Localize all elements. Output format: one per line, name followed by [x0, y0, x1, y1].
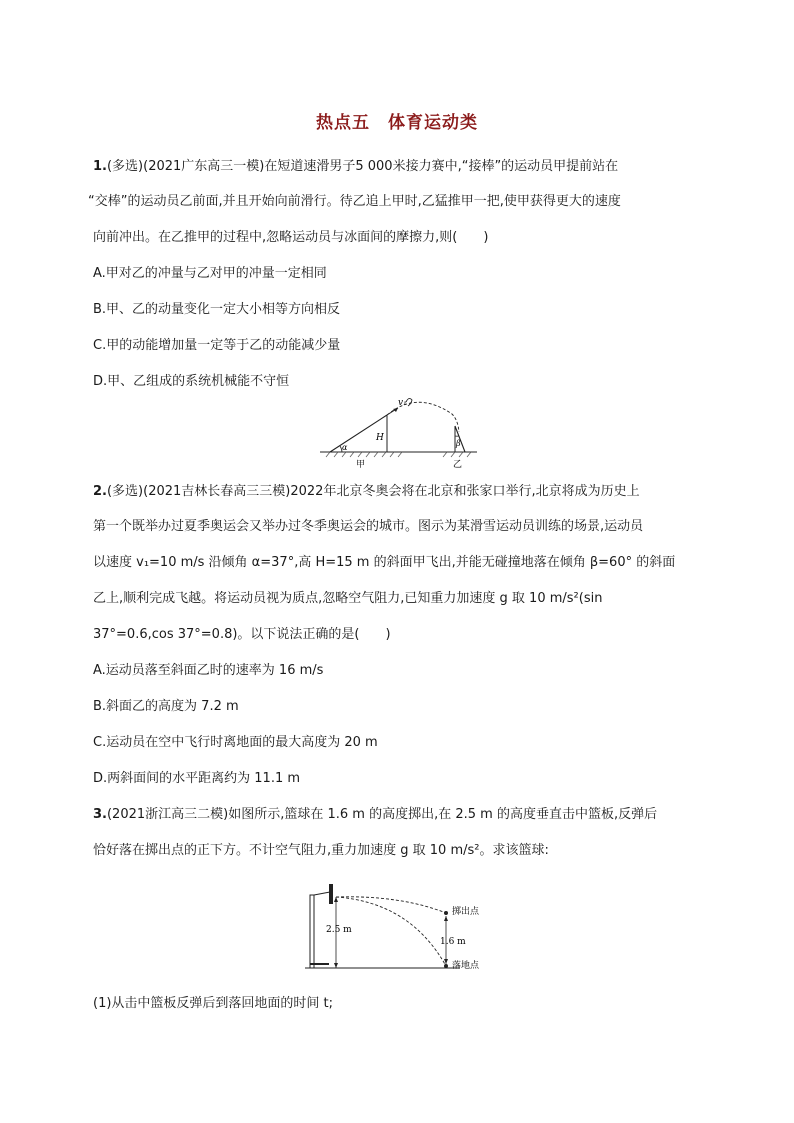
- q1-line-3: 向前冲出。在乙推甲的过程中,忽略运动员与冰面间的摩擦力,则( ): [93, 230, 489, 245]
- backboard: [329, 884, 333, 904]
- q1-line-1: [93, 155, 618, 174]
- q2-line-3: 以速度 v₁=10 m/s 沿倾角 α=37°,高 H=15 m 的斜面甲飞出,并能无碰撞地落在倾角 β=60° 的斜面: [93, 555, 676, 570]
- q2-line-2: 第一个既举办过夏季奥运会又举办过冬季奥运会的城市。图示为某滑雪运动员训练的场景,运动员: [93, 519, 644, 534]
- q3-line-2: 恰好落在掷出点的正下方。不计空气阻力,重力加速度 g 取 10 m/s²。求该篮球:: [93, 843, 549, 858]
- ground-hatch: [326, 452, 471, 457]
- q2-line-4: 乙上,顺利完成飞越。将运动员视为质点,忽略空气阻力,已知重力加速度 g 取 10 m/s²(sin: [93, 591, 603, 606]
- label-H: H: [376, 433, 384, 443]
- label-yi: 乙: [453, 460, 463, 470]
- page-title: 热点五 体育运动类: [316, 113, 478, 133]
- label-landing-point: 落地点: [452, 961, 480, 971]
- q2-option-d: D.两斜面间的水平距离约为 11.1 m: [93, 771, 301, 786]
- label-jia: 甲: [356, 460, 366, 470]
- label-alpha: α: [342, 443, 348, 452]
- q1-text-1: (多选)(2021广东高三一模)在短道速滑男子5 000米接力赛中,“接棒”的运动员甲提前站在: [106, 159, 619, 174]
- q2-option-c: C.运动员在空中飞行时离地面的最大高度为 20 m: [93, 735, 378, 750]
- landing-point-marker: [444, 964, 448, 968]
- q3-sub-question-1: (1)从击中篮板反弹后到落回地面的时间 t;: [93, 996, 334, 1011]
- throw-point-marker: [444, 911, 448, 915]
- q2-text-1: (多选)(2021吉林长春高三三模)2022年北京冬奥会将在北京和张家口举行,北京将成为历史上: [106, 484, 640, 499]
- label-v1: v₁: [398, 398, 407, 408]
- q2-number: 2.: [93, 484, 107, 499]
- backboard-pole: [310, 895, 314, 968]
- q2-option-b: B.斜面乙的高度为 7.2 m: [93, 699, 239, 714]
- skier-icon: [406, 398, 412, 406]
- q1-line-2: “交棒”的运动员乙前面,并且开始向前滑行。待乙追上甲时,乙猛推甲一把,使甲获得更大的速度: [88, 194, 621, 209]
- label-height-16: 1.6 m: [440, 937, 466, 947]
- q2-line-1: [93, 480, 640, 499]
- q1-option-d: D.甲、乙组成的系统机械能不守恒: [93, 374, 290, 389]
- q1-option-a: A.甲对乙的冲量与乙对甲的冲量一定相同: [93, 266, 327, 281]
- rebound-trajectory: [336, 897, 446, 966]
- label-height-25: 2.5 m: [326, 925, 352, 935]
- q1-option-b: B.甲、乙的动量变化一定大小相等方向相反: [93, 302, 341, 317]
- label-beta: β: [456, 439, 461, 448]
- q2-option-a: A.运动员落至斜面乙时的速率为 16 m/s: [93, 663, 324, 678]
- q3-line-1: [93, 803, 657, 822]
- q1-option-c: C.甲的动能增加量一定等于乙的动能减少量: [93, 338, 341, 353]
- q2-line-5: 37°=0.6,cos 37°=0.8)。以下说法正确的是( ): [93, 627, 391, 642]
- q1-number: 1.: [93, 159, 107, 174]
- q3-number: 3.: [93, 807, 107, 822]
- q3-text-1: (2021浙江高三二模)如图所示,篮球在 1.6 m 的高度掷出,在 2.5 m 的高度垂直击中篮板,反弹后: [106, 807, 658, 822]
- label-throw-point: 掷出点: [452, 907, 480, 917]
- basketball-figure: [300, 880, 510, 975]
- ski-jump-figure: [312, 392, 482, 472]
